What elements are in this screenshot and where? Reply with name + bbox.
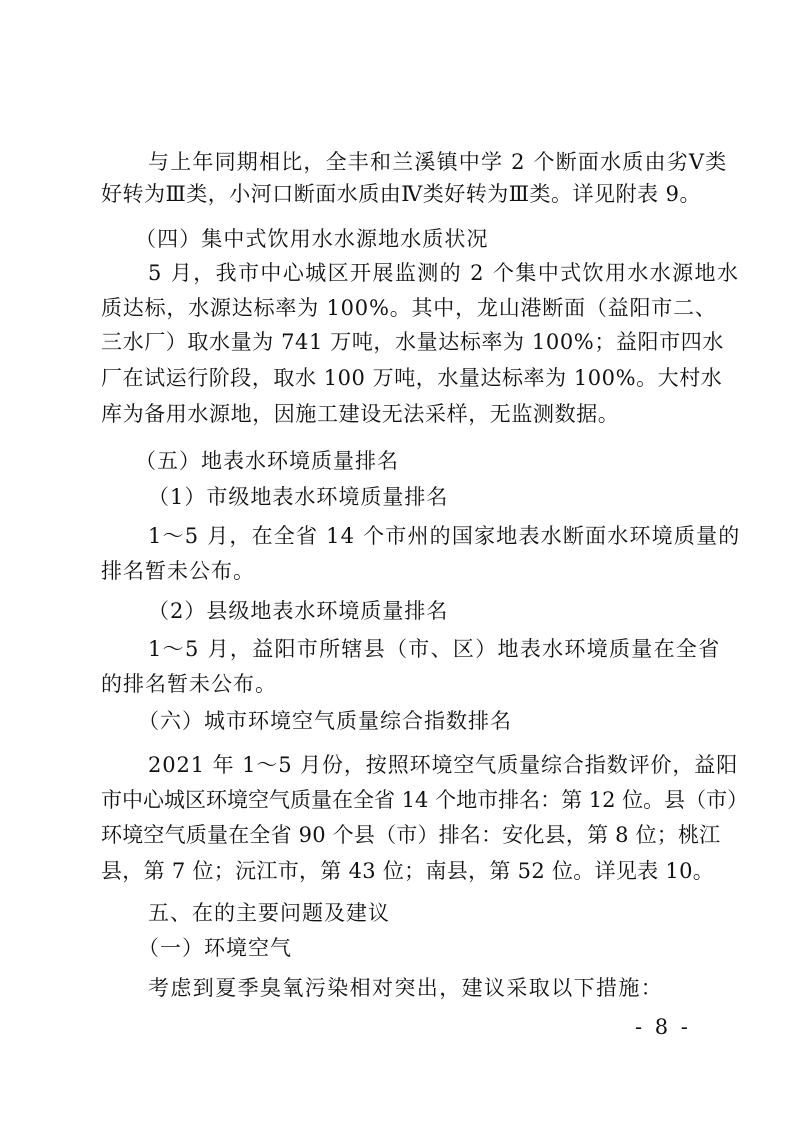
body-line: 三水厂）取水量为 741 万吨，水量达标率为 100%；益阳市四水 — [101, 330, 724, 354]
body-line: 好转为Ⅲ类，小河口断面水质由Ⅳ类好转为Ⅲ类。详见附表 9。 — [101, 182, 702, 206]
subsection-heading: （2）县级地表水环境质量排名 — [148, 599, 449, 623]
body-line: 县，第 7 位；沅江市，第 43 位；南县，第 52 位。详见表 10。 — [101, 859, 715, 883]
body-line: 厂在试运行阶段，取水 100 万吨，水量达标率为 100%。大村水 — [101, 366, 723, 390]
body-line: 2021 年 1～5 月份，按照环境空气质量综合指数评价，益阳 — [148, 753, 739, 777]
body-line: 5 月，我市中心城区开展监测的 2 个集中式饮用水水源地水 — [148, 261, 740, 285]
body-line: 1～5 月，益阳市所辖县（市、区）地表水环境质量在全省 — [148, 637, 721, 661]
body-line: 质达标，水源达标率为 100%。其中，龙山港断面（益阳市二、 — [101, 296, 717, 320]
body-line: 考虑到夏季臭氧污染相对突出，建议采取以下措施： — [148, 976, 664, 1000]
body-line: 市中心城区环境空气质量在全省 14 个地市排名：第 12 位。县（市） — [101, 788, 749, 812]
subsection-heading: （1）市级地表水环境质量排名 — [148, 485, 449, 509]
chapter-heading: 五、在的主要问题及建议 — [148, 901, 390, 925]
body-line: 环境空气质量在全省 90 个县（市）排名：安化县，第 8 位；桃江 — [101, 823, 721, 847]
body-line: 库为备用水源地，因施工建设无法采样，无监测数据。 — [101, 402, 620, 426]
body-line: 排名暂未公布。 — [101, 559, 255, 583]
body-line: 的排名暂未公布。 — [101, 672, 277, 696]
page-number: - 8 - — [635, 1015, 691, 1039]
section-heading: （五）地表水环境质量排名 — [135, 449, 399, 473]
body-line: 1～5 月，在全省 14 个市州的国家地表水断面水环境质量的 — [148, 524, 741, 548]
section-heading: （一）环境空气 — [138, 936, 292, 960]
section-heading: （六）城市环境空气质量综合指数排名 — [138, 709, 512, 733]
body-line: 与上年同期相比，全丰和兰溪镇中学 2 个断面水质由劣Ⅴ类 — [148, 150, 728, 174]
section-heading: （四）集中式饮用水水源地水质状况 — [135, 227, 489, 251]
